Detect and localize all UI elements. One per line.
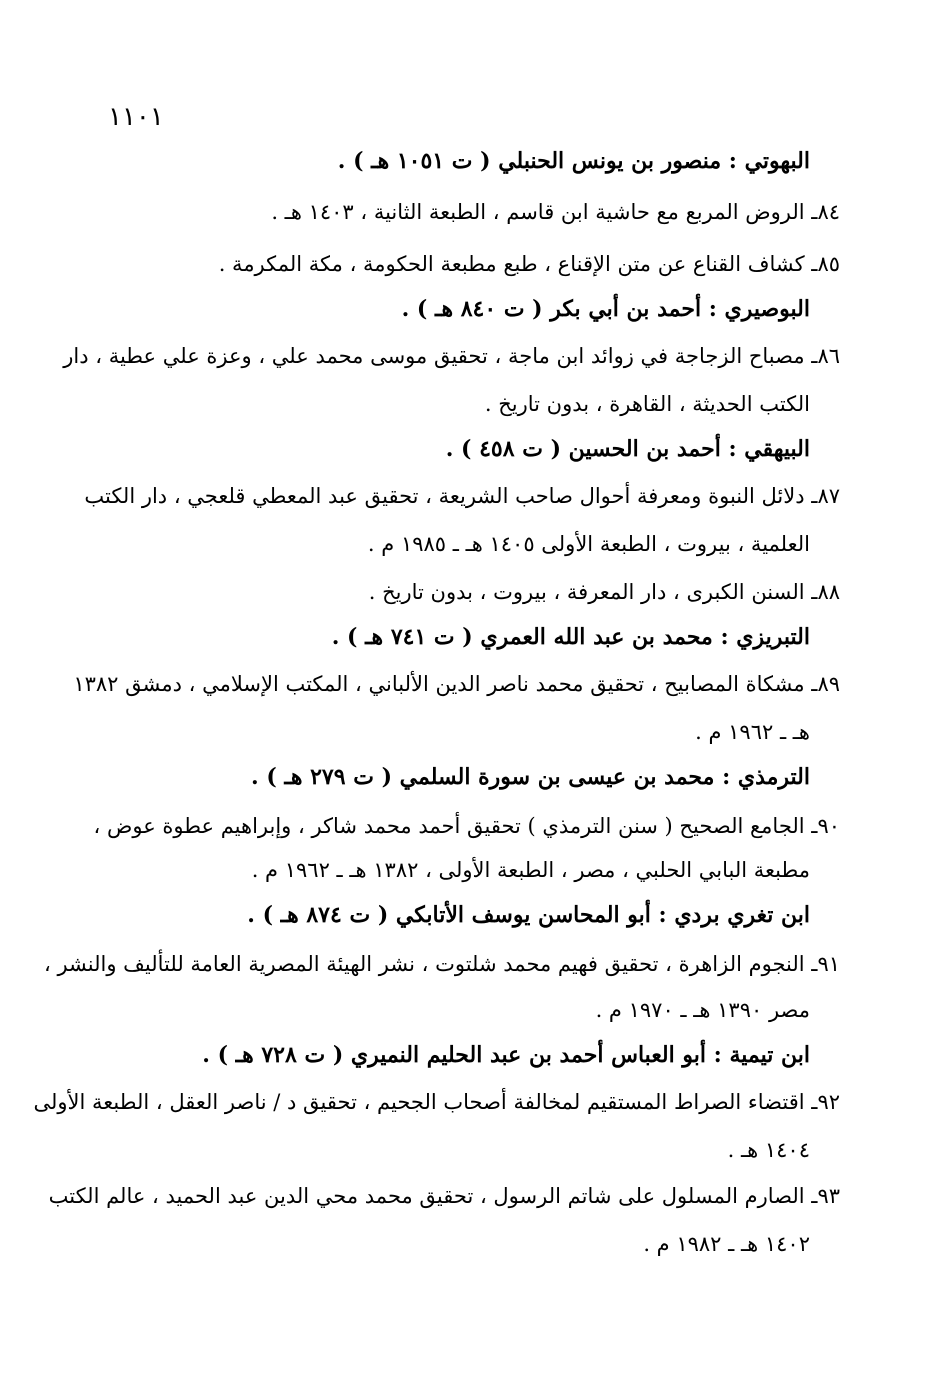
author-heading: البيهقي : أحمد بن الحسين ( ت ٤٥٨ ) . — [445, 436, 810, 462]
reference-entry: ٨٨ـ السنن الكبرى ، دار المعرفة ، بيروت ، بدون تاريخ . — [368, 580, 840, 604]
reference-continuation: ١٤٠٤ هـ . — [727, 1138, 810, 1162]
reference-entry: ٨٦ـ مصباح الزجاجة في زوائد ابن ماجة ، تحقيق موسى محمد علي ، وعزة علي عطية ، دار — [63, 344, 840, 368]
reference-continuation: مطبعة البابي الحلبي ، مصر ، الطبعة الأولى ، ١٣٨٢ هـ ـ ١٩٦٢ م . — [251, 858, 810, 882]
reference-continuation: هـ ـ ١٩٦٢ م . — [695, 720, 810, 744]
reference-continuation: مصر ١٣٩٠ هـ ـ ١٩٧٠ م . — [595, 998, 810, 1022]
reference-entry: ٩٠ـ الجامع الصحيح ( سنن الترمذي ) تحقيق أحمد محمد شاكر ، وإبراهيم عطوة عوض ، — [93, 814, 840, 838]
reference-entry: ٩١ـ النجوم الزاهرة ، تحقيق فهيم محمد شلتوت ، نشر الهيئة المصرية العامة للتأليف والنشر ، — [44, 952, 840, 976]
page-number: ١١٠١ — [108, 102, 164, 132]
author-heading: البوصيري : أحمد بن أبي بكر ( ت ٨٤٠ هـ ) . — [401, 296, 810, 322]
reference-continuation: العلمية ، بيروت ، الطبعة الأولى ١٤٠٥ هـ ـ ١٩٨٥ م . — [367, 532, 810, 556]
author-heading: التبريزي : محمد بن عبد الله العمري ( ت ٧٤١ هـ ) . — [331, 624, 810, 650]
author-heading: ابن تغري بردي : أبو المحاسن يوسف الأتابكي ( ت ٨٧٤ هـ ) . — [247, 902, 810, 928]
author-heading: البهوتي : منصور بن يونس الحنبلي ( ت ١٠٥١ هـ ) . — [337, 148, 810, 174]
reference-entry: ٨٥ـ كشاف القناع عن متن الإقناع ، طبع مطبعة الحكومة ، مكة المكرمة . — [218, 252, 840, 276]
author-heading: ابن تيمية : أبو العباس أحمد بن عبد الحليم النميري ( ت ٧٢٨ هـ ) . — [202, 1042, 810, 1068]
reference-continuation: ١٤٠٢ هـ ـ ١٩٨٢ م . — [643, 1232, 810, 1256]
reference-entry: ٩٢ـ اقتضاء الصراط المستقيم لمخالفة أصحاب الجحيم ، تحقيق د / ناصر العقل ، الطبعة الأولى — [33, 1090, 840, 1114]
reference-entry: ٩٣ـ الصارم المسلول على شاتم الرسول ، تحقيق محمد محي الدين عبد الحميد ، عالم الكتب — [48, 1184, 840, 1208]
reference-continuation: الكتب الحديثة ، القاهرة ، بدون تاريخ . — [484, 392, 810, 416]
reference-entry: ٨٧ـ دلائل النبوة ومعرفة أحوال صاحب الشريعة ، تحقيق عبد المعطي قلعجي ، دار الكتب — [84, 484, 840, 508]
reference-entry: ٨٩ـ مشكاة المصابيح ، تحقيق محمد ناصر الدين الألباني ، المكتب الإسلامي ، دمشق ١٣٨٢ — [73, 672, 840, 696]
author-heading: الترمذي : محمد بن عيسى بن سورة السلمي ( ت ٢٧٩ هـ ) . — [251, 764, 810, 790]
reference-entry: ٨٤ـ الروض المربع مع حاشية ابن قاسم ، الطبعة الثانية ، ١٤٠٣ هـ . — [271, 200, 840, 224]
